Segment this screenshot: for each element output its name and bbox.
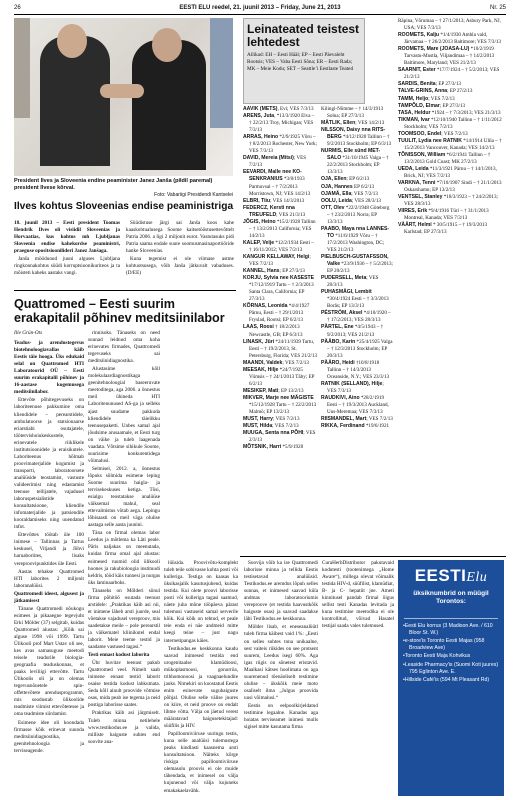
notice-details: ; EP 27/3/13 — [435, 81, 461, 88]
notice-details: *1/4/1930 Ambla vald, Järvamaa – † 26/2/2013 Baltimore; VES 7/3/13 — [404, 32, 501, 46]
article2-paragraph: Testikodus.ee keskkonna kaudu saavad inimesed testida end urogenitaalse klamüdioosi, mükoplasmoosi, gonorröa, trihhomonoosi ja vaagnaelundite jaoks. Nimekiri on koostatud Eestis enim esinevate suguhaiguste põhjal. Olulise selle välise juures on kiire, et neid proove on endalt lihtne võtta. Välja on jäetud verest määratavad haigusetekitajad: süüfilis ja HIV. — [164, 645, 238, 730]
photo-caption — [14, 178, 233, 199]
article2-paragraph: Aastas tehakse Quattromed HTI laborites 2 miljonit laboranalüüsi. — [14, 568, 84, 589]
notice-details: Räpina, Võrumaa – † 27/1/2013; Asbury Park, NJ, USA; VES 7/3/13 — [398, 18, 501, 32]
notices-col3 — [398, 18, 504, 556]
notice-name: OJA, Hannes — [321, 183, 353, 190]
article1-paragraph: Janša möödunud juuni alguses Ljubljana ringkonnakohtus süüdi korruptsioonikuriteos ja ta mõisteti kaheks aastaks vangi. — [14, 256, 120, 277]
notice-entry — [321, 289, 393, 310]
notice-name: MEESAK, Hilje — [243, 366, 279, 373]
notice-details: *4/5/1943 – † 9/2/2013; VES 21/2/13 — [327, 324, 384, 338]
notice-details: *10/2/1919 Tarvastu-Mustla, Viljandimaa – † 14/2/2013 Baltimore, Maryland; VES 21/2/13 — [404, 46, 495, 67]
notice-name: OOLU, Leida — [321, 197, 352, 204]
article2-subhead: Quattromedi ideest, algusest ja jätkamisest — [14, 590, 84, 604]
notice-entry — [243, 205, 317, 219]
notice-entry — [243, 367, 317, 388]
notice-name: MÕTSNIK, Harri — [243, 444, 282, 451]
notice-entry — [398, 103, 504, 110]
article1-lead: 18. juunil 2013 – Eesti president Toomas Hendrik Ilves oli visiidil Sloveenias ja Horvaatias, kus kohtus mh Ljubljanas Sloveenia endise kahekordse peaministri, praeguse opositsioonilideri Janez Janšaga. — [14, 220, 120, 255]
notice-details: *24/11/1939 Tartu, Eesti – † 19/2/2013, St. Petersburg, Florida; VES 21/2/13 — [249, 338, 317, 359]
notice-entry — [321, 254, 393, 275]
notice-entry — [398, 46, 504, 67]
notice-details: *31/10/1945 Valga – † 22/2/2013 Stockholm; EP 13/3/13 — [327, 155, 389, 176]
notice-details: ; EP 27/3/13 — [279, 268, 305, 275]
notice-details: ; EP 6/2/13 — [346, 176, 370, 183]
notice-entry — [321, 176, 393, 183]
notice-details: *3/8/1933 Parmuvsal – † 7/2/2013 Morristown, NJ; VES 14/2/13 — [249, 176, 311, 197]
notice-details: ; VES 7/2/13 — [441, 130, 468, 137]
notice-name: TALVE-GRINS, Anna — [398, 88, 448, 95]
notice-entry — [398, 117, 504, 131]
notice-details: ; VES 7/2/13 — [249, 253, 311, 268]
list-item: • e-store'is Toronto Eesti Majas (958 Broadview Ave) — [402, 638, 502, 651]
notice-details: *19/6/1921 — [364, 423, 390, 430]
notice-details: *6/2/1941 Tallinn – † 13/2/2013 Gold Coast; MK 27/2/13 — [404, 151, 491, 165]
notice-entry — [243, 388, 317, 395]
notice-entry — [243, 339, 317, 360]
notice-details: *12/2/1934 Eesti – † 16/11/2012; VES 7/2/13 — [249, 239, 314, 253]
notice-name: MUUGA, Senta nna PÕHI — [243, 430, 304, 437]
notice-name: RATNIK (SELLAND), Hilje — [321, 380, 383, 387]
notice-entry — [398, 110, 504, 117]
notice-name: SARDIS, Benita — [398, 81, 436, 88]
notice-details: ; EP 27/2/13 — [447, 88, 473, 95]
notice-entry — [243, 198, 317, 205]
notice-entry — [243, 416, 317, 423]
news-photo — [14, 18, 233, 176]
notice-entry — [398, 81, 504, 88]
notice-name: VÄÄRT, Helmi — [398, 222, 432, 229]
notice-details: *17/12/1919 Tartu – † 2/3/2013 Santa Clara, California; EP 27/3/13 — [249, 282, 314, 303]
notice-entry — [321, 360, 393, 381]
notice-entry — [321, 127, 393, 148]
notices-col1 — [243, 106, 317, 556]
notice-name: PUHASMÄGI, Lembit — [321, 289, 372, 296]
notice-name: RAUDKIVI, Aino — [321, 394, 360, 401]
ad-locations — [402, 623, 502, 686]
notice-details: *30/4/1924 Eesti – † 3/3/2013 Borås; EP 13/3/13 — [327, 296, 389, 310]
notice-name: MÄTLIK, Ellen — [321, 120, 356, 127]
notice-details: ; VES 28/3/13 — [351, 197, 381, 204]
notice-name: MIKVER, Marje nee MÄGISTE — [243, 394, 314, 401]
notice-name: TOOMSOO, Endel — [398, 130, 442, 137]
notice-name: RIKKA, Ferdinand — [321, 423, 365, 430]
notice-name: VARKNA, Tenni — [398, 180, 436, 187]
notice-entry — [243, 303, 317, 324]
notice-details: *2/9/1925 Võru – † 8/2/2013 Rochester, New York; VES 7/3/13 — [249, 134, 317, 155]
notice-entry — [321, 191, 393, 198]
notice-details: *23/9/1936 – † 5/2/2013; EP 20/2/13 — [327, 261, 393, 275]
notice-entry — [243, 444, 317, 451]
notice-details: † 18/2/2013 Newcastle, GB; EP 6/3/13 — [249, 324, 303, 338]
notice-details: ; VES 7/2/13 — [282, 359, 309, 366]
notice-details: *11/3/1921 Pärnu – † 14/1/2013, Brick, NJ; VES 7/2/13 — [404, 165, 497, 180]
notice-name: LAAS, Roosi — [243, 324, 274, 331]
article2-paragraph: Esimene idee oli koondada firmasse kõik erinevat suunda meditsiinidiagnostika, geenitehnoloogia ja terviseagende. — [14, 719, 84, 754]
notice-entry — [398, 166, 504, 180]
notice-name: VENTSEL, Stanley — [398, 194, 443, 201]
list-item: • Eesti Elu korrus (3 Madison Ave. / 610 Bloor St. W.) — [402, 623, 502, 636]
notice-name: TÕNISSON, William — [398, 151, 446, 158]
notice-entry — [243, 275, 317, 303]
notice-entry — [398, 194, 504, 208]
notice-details: *28/2/1919 Eesti – † 19/3/2013 Auckland, Uus-Meremaa; VES 7/3/13 — [327, 394, 389, 416]
photo-credit: Foto: Vabariigi Presidendi Kantselei — [154, 192, 233, 198]
article2-paragraph: Ettevõte põhitegevuseks on laboriteenuse pakkumine oma kliendidele – perearstidele, ambulatoorse ja statsionaarse eriarstiabi osutajatele, töötervishoiukeskustele, erinevatele riiklikele institutsioonidele ja eraisikutele. Laboriteenus hõlmab proovimaterjalide kogumist ja transporti, laboratoorsete analüüside teostamist, vastuste valideerimist ning edastamist teenuse tellijatele, vajadusel laboruspetsialistide konsultatsioone, kliendile infomaterjalide ja patsiendile kooraldamiseks ning uuendatud infot. — [14, 397, 84, 531]
notice-entry — [321, 275, 393, 289]
notice-details: ; VES 7/2/13 — [273, 416, 300, 423]
notice-name: NILSSON, Daisy nna RITS-BERG — [321, 127, 386, 141]
notice-entry — [398, 222, 504, 236]
notices-title-box — [243, 18, 365, 104]
notice-entry — [243, 219, 317, 240]
notice-entry — [398, 138, 504, 152]
notice-name: DAVID, Mereia (Mitsi) — [243, 155, 294, 162]
article2-paragraph: Tänane Quattromedi nõukogu esimees ja pikaaegne tegevjuht Erki Mölder (37) selgitab, kuidas Quattromed alustas: „Kõik sai alguse 1998 või 1999. Tartu Ülikooli prof Mart Ustav oli see, kes avas samasuguse meetodi teisele teadurile biologia-geograafia teaduskonnas, et paaks leviliigi ettevõtte. Tartu Ülikoolis oli ja on olemas tegevusnõuetele spin-offettevõtete arendusprogramm, mis soodustab ülikoolide teadmiste viimist ettevõtetesse ja oma teadmiste siirdamist. — [14, 605, 84, 718]
page-header — [14, 4, 506, 15]
notice-name: ROOMETS, Mare (JOASA-LU) — [398, 46, 470, 53]
notice-details: *12/10/1940 Tallinn – † 1/11/2012 Stockholm; VES 7/2/13 — [404, 116, 502, 130]
notice-name: OJAMÄ, Ella — [321, 190, 352, 197]
notice-entry — [243, 360, 317, 367]
notice-entry — [398, 152, 504, 166]
notice-details: †10/8/1918 Tallinn – † 14/3/2013 Oceanside, N.Y.; VES 23/3/13 — [327, 359, 390, 380]
notice-entry — [398, 88, 504, 95]
notice-name: TAMPÕLD, Elmar — [398, 102, 440, 109]
notice-entry — [321, 226, 393, 254]
notice-entry — [321, 106, 393, 120]
article2-paragraph: CuraHerbDistributor pakutavaid kodutesti (tootenimega „Home Aware“), millega olevat võimalik testida HIV-d, süüfilist, klamüdiat, B- ja C- hepatiit jne. Ameti kinnitusel pandab firmal õigus sellist testi Kanadas levitada ja kuna testimise meetodika ei ole kontrollitud, võivad Hasatel testijal saada vales tulemused. — [322, 560, 394, 630]
notice-entry — [321, 395, 393, 416]
notice-name: OTT, Olev — [321, 204, 345, 211]
article1-headline: Ilves kohtus Sloveenias endise peaministriga — [14, 201, 234, 212]
notice-name: ROOMETS, Kalju — [398, 32, 440, 39]
notice-name: PÄÄBO, Karin — [321, 338, 356, 345]
notice-details: , *13/3/1920 Elva – † 22/2/13 Troy, Michigan; VES 7/3/13 — [249, 113, 315, 134]
notice-name: KANNEL, Hans — [243, 268, 280, 275]
notice-details: EP 6/2/13 — [352, 183, 375, 190]
article2-paragraph: Selmisel, 2012. a, õnnestus lõpuks sõlmida esimene leping Soome suurima haigla- ja tervisekeskuses ketiga. Tõsi, esialgu teostatakse analüüse väiksemal mahul, seal ettevalmistus võtab aega. Lepingu lõbisaasti on meil väga olulise aastaga selle aasta juunini. — [88, 465, 160, 529]
notice-name: PUDERSELL, Meta — [321, 275, 367, 282]
notice-details: *4/12/1928 Tallinn – † 9/2/2013 Stockholm; EP 6/3/13 — [327, 134, 392, 148]
article2-paragraph: Alustasime kõll molekulaardiagnostikaga geenitehnoloogial baseeruvate meetoditega, aga 2006. a õnnestus meil ühineda HTI Laboritenunused AS-ga ja selleks ajast suudame pakkuda kliendidele täielikku teenusepaketti. Unbes samal ajal jõudsime arusaamale, et Eesti turg on väike ja tuleb laagenada vaadata. Võtsime sihikule Soome, suurisime konkurentidega võimalusi. — [88, 366, 160, 464]
notice-name: TAMM, Heljo — [398, 95, 429, 102]
notice-details: * 30/5/1915 – † 19/3/2013 Karlstad; EP 27/3/13 — [404, 222, 488, 236]
list-item: • Toronto Eesti Maja Kohvikus — [402, 653, 502, 660]
notice-entry — [398, 96, 504, 103]
notice-name: ARRAS, Heino — [243, 134, 279, 141]
notice-entry — [321, 184, 393, 191]
notice-entry — [243, 169, 317, 197]
notice-details: ; VES 2/3/13 — [249, 430, 316, 444]
notice-name: MAANDI, Valdek — [243, 359, 283, 366]
notice-entry — [243, 324, 317, 338]
notice-details: *4/4/1927 Pärnu, Eesti – † 29/1/2013 Fryslad, Rootsi; EP 6/2/13 — [249, 303, 310, 324]
notice-name: OJA, Ellen — [321, 176, 347, 183]
notice-name: PÄÄRO, Heidi — [321, 359, 355, 366]
notice-name: TASA, Heldur — [398, 109, 431, 116]
notice-details: *1924 – † 7/3/2013; VES 21/3/13 — [430, 109, 501, 116]
notice-details: *5/9/1928 — [281, 444, 304, 451]
notice-entry — [243, 240, 317, 254]
notice-details: *24/7/1925 Viimsis – † 24/1/2013 Täby; EP 6/2/13 — [249, 366, 315, 387]
notice-entry — [398, 180, 504, 194]
notice-details: ; EP 13/2/13 — [278, 387, 304, 394]
notice-name: AAVIK (METS) — [243, 106, 278, 112]
article2-paragraph: Praktikas käib asi järgmiselt. Tuleb minna netilehele www.testikodus.ee ja valida, milliste haiguste suhtes end soovite ana- — [88, 710, 160, 745]
notice-name: KORJU, Sylvia nee KASESTE — [243, 275, 315, 282]
notice-entry — [243, 106, 317, 113]
article2-paragraph: Papilloomiviiruse uuringu testis, kuna selle analüüsi tulemustega peaks kindlasti kaasnema arsti konsultatsioon. Näiteks kõrge riskiga papilloomiviiruse olemasolu proovis ei ole muide tähendada, et inimesel on välja kujunenud või välja kujuneks emakakaelavähk. — [164, 731, 238, 794]
notice-name: NURMIS, Elle sünd MET-SALO — [321, 148, 381, 162]
issue-number: Nr. 25 — [489, 5, 506, 11]
notice-details: , Evi; VES 7/3/13 — [277, 106, 314, 112]
eesti-elu-logo: EESTIElu — [414, 566, 488, 585]
article2-paragraph: Tänaseks on Mölderi sõnul firma põhitöö osutada teenust arstidele: „Praktikas käib asi nii, et inimene läheb arsti juurde, seal võetakse vajadusel vereproov, mis saadetakse meile – pole perearstil ja väikematel kliinikutel endal laborit. Meie teeme testid ja saadame vastused tagasi.“ — [88, 587, 160, 651]
notice-entry — [243, 134, 317, 155]
notice-entry — [321, 339, 393, 360]
notice-entry — [321, 310, 393, 324]
list-item: • Hillside Café'is (594 Mt Pleasant Rd) — [402, 677, 502, 684]
divider — [240, 556, 506, 557]
page-number: 26 — [14, 5, 21, 11]
notice-name: MUST, Harry — [243, 416, 274, 423]
notice-entry — [243, 113, 317, 134]
notice-name: SAARNIT, Ester — [398, 67, 436, 74]
notices-col2 — [321, 106, 393, 556]
notice-name: JÕGIS, Heino — [243, 218, 276, 225]
notice-details: ; VES 7/2/13 — [366, 416, 393, 423]
notice-name: VIIRES, Erik — [398, 208, 428, 215]
notice-entry — [243, 430, 317, 444]
notice-details: ; VES 7/3/13 — [327, 380, 384, 394]
notice-details: ; EP 27/3/13 — [439, 102, 466, 109]
notice-details: *14/1914 Ulila – † 15/2/2013 Vancouver, Kanada; VES 14/2/13 — [404, 137, 502, 151]
notice-name: PÉSTRÓM, Aksel — [321, 310, 363, 317]
notice-name: EEVARDI, Malle nee KO-SENKRANIUS — [243, 169, 302, 183]
notice-details: ; VES 14/3/2013 — [270, 197, 305, 204]
notice-details: *15/12/1928 Tartu – † 22/2/2013 Malmö; EP 13/2/13 — [249, 401, 317, 416]
notice-entry — [243, 395, 317, 416]
notice-entry — [321, 381, 393, 395]
article2-paragraph: Soovija võib ka ise Quattromedi laborisse minna ja tellida Eestis testisetavad analüüsid. Testikodus.ee aremdus lõpuh selles sunnas, et inimesed saavad küla andmas laboratooriumis vereproove (et testida haavustkõik haiguste osas) ja saavad saadakse läbi Testikodus.ee keskkonna. — [244, 560, 318, 623]
notice-name: PÄRTEL, Ene — [321, 324, 354, 331]
notice-details: *18/3/1923 – † 24/2/2013; VES 28/3/13 — [404, 194, 498, 208]
article1-col1 — [14, 220, 120, 285]
article2-paragraph: lüüsida. Proovivõtu-komplekt tuleb teile sobivasse kohta posti või kulleriga. Testiga on kaasas ka üksikasjalik kasutusjuhend, kuidas testida. Kui olete proovi laborisse posti või kulleriga tagasi saatnud, näete juba mõne tööpäeva pärast tulemusi vastuseid samal serverile kõik. Kui kõik on tehtud, et peale teie enda ei näe andmeid mitte keegi teine – just nagu internetipangas käies. — [164, 560, 238, 644]
notice-details: *25/4/1925 Valga – † 12/3/2013 Stockholm; EP 20/3/13 — [327, 338, 393, 359]
notice-details: *15/2/1928 Tallinn – † 13/2/2013 California; VES 14/2/13 — [249, 218, 316, 239]
notice-details: *4/10/1920 – † 17/2/2013; VES 28/3/13 — [327, 310, 391, 324]
notice-details: *22/2/1948 Göteborg – † 23/2/2013 Norra; EP 13/3/13 — [327, 204, 390, 225]
notices-headline: Leinateated teistest lehtedest — [247, 22, 360, 49]
notice-name: RIISMANDEL, Mart — [321, 416, 367, 423]
notice-entry — [321, 416, 393, 423]
article1-paragraph: Süüdistuse järgi sai Janša koos kahe kaaskohtualusega Soome kaitsetööstusettevõttelt Patria 2006. a ligi 2 miljonit eurot. Vastutasuks pidi Patria saama endale suure soomusmasinaportööride hanke Sloveenias. — [126, 220, 234, 255]
notice-details: *9/4/1916 Türi – † 31/1/2013 Montreal, Kanada; VES 7/3/13 — [404, 208, 489, 222]
notice-name: PIELBUSCH-GUSTAFSSON, Valke — [321, 253, 389, 268]
notice-details: ; VES 7/2/13 — [351, 190, 378, 197]
notice-entry — [398, 131, 504, 138]
article2-headline: Quattromed – Eesti suurim erakapitalil põhinev meditsiinilabor — [14, 297, 225, 325]
article1-paragraph: Kuna tegemist ei ole viimase astme kohtuotsusega, võib Janša jätkuvalt vabaduses. (D/EE) — [126, 256, 234, 277]
notice-entry — [321, 148, 393, 176]
notice-entry — [321, 198, 393, 205]
notice-name: PAABO, Maya nna LANNES-TO — [321, 225, 390, 239]
divider — [14, 290, 236, 291]
notice-entry — [398, 67, 504, 81]
notices-sources: Allikad: EH – Eesti Hääl; EP – Eesti Päevaleht Rootsis; VES – Vaba Eesti Sõna; ER – Eesti Rada; MK – Meie Kodu; SET – Seattle’i Eestlaste Teated — [247, 52, 354, 72]
notice-details: ; VES 21/3/13 — [276, 211, 306, 218]
article2-paragraph: Eestis on eelpoolkirjeldatud testimine legaalne. Kanadas aga hoiatas terviseamet inimesi mulls sigisel mitte kasutama firma — [244, 702, 318, 731]
article2-paragraph: Mölder lisab, et eneseanalüütl tuleb firma käibest vaid 1%: „Eesti on selles suhtes tona unikaalne, sest vaiteis riikides on see protsent suurem, Leedus isegi 60%. Aga igas riigis on sõnetest eristavid. Maalkasi kätses hoolimata on aga suurenenud tõenäoliselt testimine olulise – ükskõik meie moto osaliselt ilma „Julgus proovida uusi võimalusi.“ — [244, 624, 318, 701]
notice-name: KALEP, Velje — [243, 239, 275, 246]
notice-name: TIKMAN, Ivar — [398, 116, 430, 123]
notice-entry — [321, 423, 393, 430]
article2-paragraph: Ettevõttes töötab üle 100 inimese – Tallinnas ja Tartus keskusel, Viljandi ja Jõhvi haruaboriites, lisaks vereproovipunktides üle Eesti. — [14, 532, 84, 567]
notice-entry — [321, 120, 393, 127]
notice-name: TUULIT, Lydia nee RATNIK — [398, 137, 462, 144]
article2-col2 — [88, 330, 160, 796]
notice-name: KÕRNAS, Leonida — [243, 303, 288, 310]
notice-details: ; VES 14/2/13 — [355, 120, 385, 127]
masthead-line: EESTI ELU reedel, 21. juunil 2013 – Friday, June 21, 2013 — [179, 5, 341, 11]
article2-paragraph: Üht huvitav teenust pakub Quattromed veel. Nimelt saab inimene ennast testid laborit osaise testida kodust lahkumata. Seda kõll ainult proovide võtmise osas, mida peab ise tegema ja neid postiga laborisse saates. — [88, 660, 160, 709]
notice-details: ; VES 7/2/13 — [272, 423, 299, 430]
notice-name: ELBRI, Tiiu — [243, 197, 271, 204]
ad-tagline: üksiknumbrid on müügil Torontos: — [413, 590, 489, 605]
article2-paragraph: rinnisoks. Tänaseks on need suunad leidnud oma koha erinevates firmades, Quattromedi tegevuseks sai meditsiinidiagnostika. — [88, 330, 160, 365]
article2-col5 — [322, 560, 394, 796]
notice-entry — [398, 32, 504, 46]
notice-details: *17/7/1924 – † 5/2/2013; VES 21/2/13 — [404, 67, 500, 81]
notice-name: LINASK, Jüri — [243, 338, 275, 345]
notice-name: ARENS, Juta — [243, 113, 275, 120]
notice-details: *11/6/1929 Võru – † 17/2/2013 Washington, DC; VES 21/2/13 — [327, 232, 385, 253]
notice-entry — [243, 155, 317, 169]
notice-name: KANGUR KELLAWAY, Helgi — [243, 253, 310, 260]
article2-col3 — [164, 560, 238, 796]
notice-name: UEDA, Leida — [398, 165, 429, 172]
notice-entry — [321, 324, 393, 338]
notice-entry — [243, 268, 317, 275]
notice-name: MESIKEP, Mati — [243, 387, 279, 394]
notice-name: FEDERCZ, Kersti nna TREUFELD — [243, 204, 295, 218]
notice-details: *7/10/1907 Sindi – † 21/1/2013 Oskarshamn; EP 13/2/13 — [404, 180, 502, 194]
notice-name: MUST, Hilda — [243, 423, 273, 430]
notice-details: ; VES 7/2/13 — [249, 155, 307, 169]
notice-entry — [243, 254, 317, 268]
article2-paragraph: Täna on firmal olemas labor Leedus ja mõtlema ka Läti peale. Päris naljakas on meenutada, kuidas firma omal ajal alustas: esimesed ruumid olid ülikooli hoones ja rakubioloogia instituudi keldris, tööd käis tunnesi ja nurgas üks laminaarboks. — [88, 530, 160, 586]
byline: Ille Grün-Ots — [14, 330, 43, 336]
eesti-elu-ad — [398, 560, 504, 796]
list-item: • Leaside Pharmacy'is (Suomi Koti juures) 795 Eglinton Ave. E. — [402, 662, 502, 675]
article2-lead: Teadus- ja arendustegevus biotehnoloogiavallas käib Eestis täie hooga. Üks edukaid selal on Quattromed HTI Laboratoorid OÜ – Eesti suurim erakapitalil põhinev ja 16-aastase kogemusega meditsiinilabor. — [14, 340, 84, 396]
notice-details: ; VES 7/2/13 — [428, 95, 455, 102]
notice-entry — [398, 18, 504, 32]
notice-entry — [398, 208, 504, 222]
article1-col2 — [126, 220, 234, 285]
notice-details: ; VES 28/3/13 — [327, 275, 379, 289]
article2-col1 — [14, 330, 84, 796]
notice-details: Kilingi-Nõmme – † 14/3/1913 Solna; EP 27/3/13 — [321, 106, 384, 120]
article2-col4 — [244, 560, 318, 796]
notice-entry — [321, 205, 393, 226]
article2-subhead: Testi ennast kodust laborita — [88, 652, 150, 659]
photo-caption-text: President Ilves ja Sloveenia endine peaminister Janez Janša (pildil paremal) president Ilvese kõrval. — [14, 178, 213, 191]
